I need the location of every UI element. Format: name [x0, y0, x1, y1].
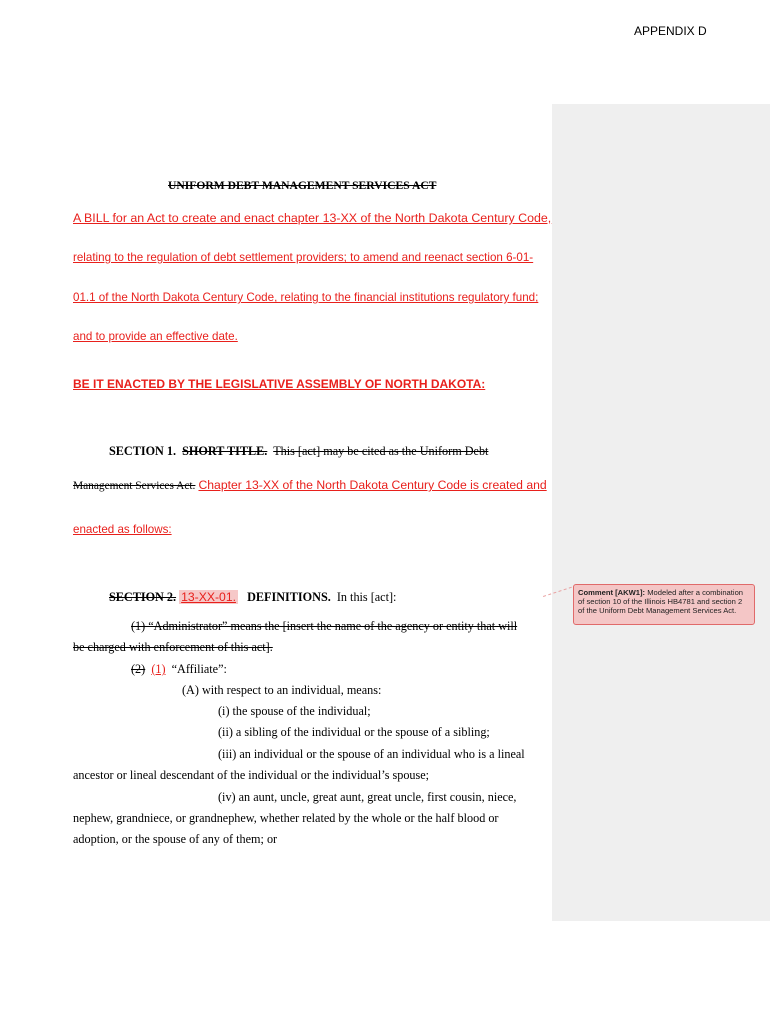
- appendix-label: APPENDIX D: [634, 24, 707, 38]
- section1-line-1: [109, 444, 488, 458]
- section1-inserted-text-2: enacted as follows:: [73, 523, 172, 536]
- item-iv-line-1: (iv) an aunt, uncle, great aunt, great uncle, first cousin, niece,: [218, 790, 517, 804]
- affiliate-term: “Affiliate”:: [171, 662, 227, 676]
- document-title: UNIFORM DEBT MANAGEMENT SERVICES ACT: [168, 179, 437, 192]
- section1-label: SECTION 1.: [109, 444, 177, 458]
- section1-line-2: [73, 478, 547, 493]
- section2-heading-line: [109, 590, 396, 604]
- inserted-number: (1): [151, 662, 166, 676]
- item-iv-line-3: adoption, or the spouse of any of them; or: [73, 832, 278, 846]
- comment-margin-pane: [552, 104, 770, 921]
- item-i: (i) the spouse of the individual;: [218, 704, 371, 718]
- bill-line-1: A BILL for an Act to create and enact chapter 13-XX of the North Dakota Century Code,: [73, 211, 552, 225]
- item-a: (A) with respect to an individual, means:: [182, 683, 382, 697]
- affiliate-line: [131, 662, 227, 676]
- enacting-clause: BE IT ENACTED BY THE LEGISLATIVE ASSEMBLY OF NORTH DAKOTA:: [73, 377, 486, 391]
- section1-deleted-text-2: Management Services Act.: [73, 480, 196, 492]
- deleted-number: (2): [131, 662, 146, 676]
- section1-short-title: SHORT TITLE.: [182, 444, 268, 458]
- comment-label: Comment [AKW1]:: [578, 588, 646, 597]
- bill-line-3: 01.1 of the North Dakota Century Code, relating to the financial institutions regulatory fund;: [73, 291, 539, 304]
- item-iii-line-1: (iii) an individual or the spouse of an individual who is a lineal: [218, 747, 525, 761]
- comment-balloon[interactable]: [573, 584, 755, 625]
- section1-inserted-text-1: Chapter 13-XX of the North Dakota Century Code is created and: [198, 478, 547, 492]
- bill-line-4: and to provide an effective date.: [73, 330, 238, 343]
- section2-deleted-label: SECTION 2.: [109, 590, 177, 604]
- section2-heading: DEFINITIONS.: [247, 590, 331, 604]
- bill-line-2: relating to the regulation of debt settlement providers; to amend and reenact section 6-01-: [73, 251, 534, 264]
- deleted-definition-line-2: be charged with enforcement of this act].: [73, 640, 273, 654]
- item-iv-line-2: nephew, grandniece, or grandnephew, whether related by the whole or the half blood or: [73, 811, 499, 825]
- deleted-definition-line-1: (1) “Administrator” means the [insert the name of the agency or entity that will: [131, 619, 518, 633]
- section1-deleted-text-1: This [act] may be cited as the Uniform Debt: [273, 444, 489, 458]
- section2-intro: In this [act]:: [336, 590, 397, 604]
- section2-inserted-label: 13-XX-01.: [181, 590, 236, 604]
- item-iii-line-2: ancestor or lineal descendant of the individual or the individual’s spouse;: [73, 768, 430, 782]
- item-ii: (ii) a sibling of the individual or the spouse of a sibling;: [218, 725, 490, 739]
- comment-text: Modeled after a combination of section 10 of the Illinois HB4781 and section 2 of the Uniform Debt Management Services Act.: [578, 588, 744, 615]
